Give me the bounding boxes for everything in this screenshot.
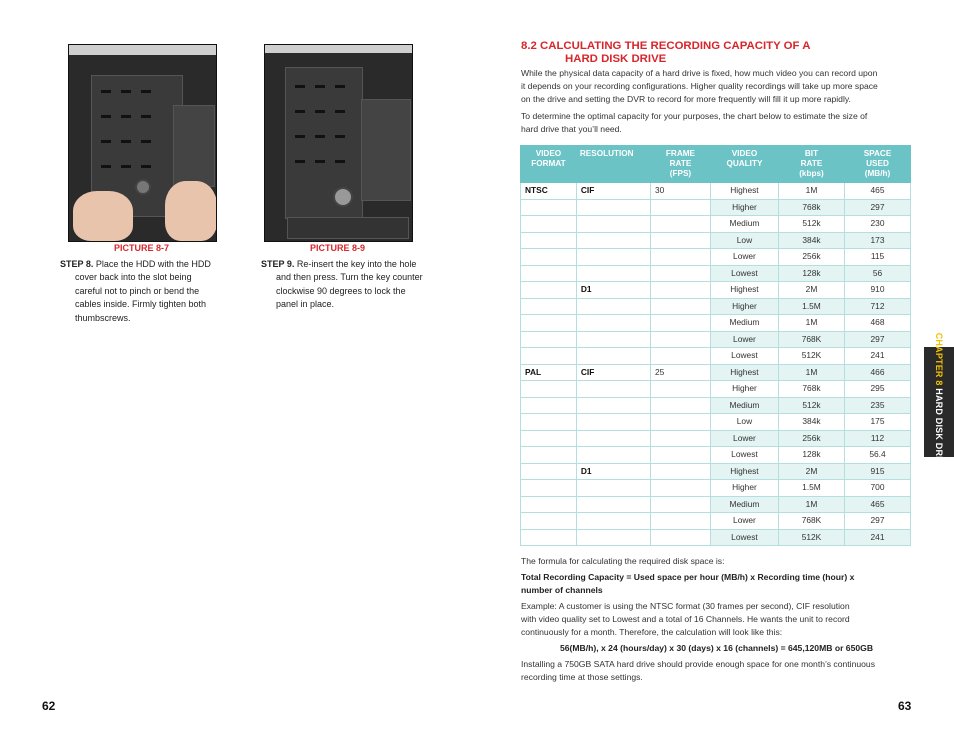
section-heading [521,40,810,66]
text-line: number of channels [521,585,603,595]
table-cell: 297 [844,199,910,216]
table-row [521,480,911,497]
page-number-left: 62 [42,699,56,713]
table-cell: 1M [778,183,844,200]
table-cell: 1M [778,496,844,513]
table-cell: 115 [844,249,910,266]
page-number-right: 63 [898,699,912,713]
table-cell: 468 [844,315,910,332]
table-cell: Highest [710,183,778,200]
table-cell: 128k [778,447,844,464]
intro-paragraph [521,67,913,106]
table-row [521,183,911,200]
text-line: Total Recording Capacity = Used space per hour (MB/h) x Recording time (hour) x [521,572,855,582]
example-paragraph [521,600,913,639]
table-cell [651,496,711,513]
table-cell: Highest [710,463,778,480]
table-cell: CIF [576,364,650,381]
table-cell: 175 [844,414,910,431]
table-cell [521,414,577,431]
text-line: recording time at those settings. [521,672,643,682]
table-cell: 256k [778,249,844,266]
table-cell: Medium [710,315,778,332]
step-line: panel in place. [276,299,335,310]
table-cell: 466 [844,364,910,381]
text-line: it depends on your recording configurations. Higher quality recordings will take up more space [521,81,878,91]
table-cell [521,447,577,464]
table-cell: CIF [576,183,650,200]
table-cell [651,232,711,249]
table-header-row [521,146,911,183]
col-header: SPACE USED (MB/h) [844,146,910,183]
table-cell [521,232,577,249]
table-cell: Medium [710,216,778,233]
table-cell [651,397,711,414]
table-cell [521,282,577,299]
table-row [521,414,911,431]
table-cell [651,216,711,233]
table-cell [521,348,577,365]
step-line: and then press. Turn the key counter [276,272,423,283]
table-cell: 512K [778,529,844,546]
table-row [521,232,911,249]
heading-line: 8.2 CALCULATING THE RECORDING CAPACITY OF A [521,40,811,52]
step-label: STEP 9. [261,259,295,269]
table-cell [651,249,711,266]
table-cell: Higher [710,298,778,315]
table-row [521,463,911,480]
text-line: Installing a 750GB SATA hard drive should provide enough space for one month’s continuous [521,659,875,669]
step-line: cables inside. Firmly tighten both [75,299,207,310]
table-cell [576,496,650,513]
table-cell [576,480,650,497]
table-row [521,430,911,447]
text-line: Example: A customer is using the NTSC format (30 frames per second), CIF resolution [521,601,850,611]
table-cell: NTSC [521,183,577,200]
table-cell [576,216,650,233]
step-line: cover back into the slot being [75,272,192,283]
table-cell [651,381,711,398]
table-cell: Lower [710,430,778,447]
chapter-title: HARD DISK DRIVE [934,388,944,472]
col-header: RESOLUTION [576,146,650,183]
table-cell: 241 [844,348,910,365]
table-cell [521,315,577,332]
table-cell [576,513,650,530]
conclusion-paragraph [521,658,913,684]
step-line: thumbscrews. [75,312,131,323]
table-row [521,529,911,546]
table-cell [651,513,711,530]
table-cell: Lower [710,249,778,266]
table-cell: 2M [778,463,844,480]
table-cell [521,265,577,282]
text-line: on the drive and setting the DVR to record for more frequently will fill it up more rapidly. [521,94,851,104]
calculation: 56(MB/h), x 24 (hours/day) x 30 (days) x 16 (channels) = 645,120MB or 650GB [559,643,874,653]
table-cell: Higher [710,199,778,216]
determine-paragraph [521,110,913,136]
table-cell: 56 [844,265,910,282]
formula [521,571,913,597]
table-row [521,298,911,315]
table-row [521,397,911,414]
formula-intro: The formula for calculating the required disk space is: [521,556,725,566]
table-row [521,381,911,398]
table-cell [521,331,577,348]
text-line: continuously for a month. Therefore, the calculation will look like this: [521,627,783,637]
table-cell [521,430,577,447]
key-lock-photo [264,44,413,242]
table-cell: 256k [778,430,844,447]
heading-line: HARD DISK DRIVE [565,53,667,65]
col-header: VIDEO FORMAT [521,146,577,183]
text-line: hard drive that you’ll need. [521,124,622,134]
table-cell [651,480,711,497]
table-cell: Highest [710,282,778,299]
table-cell [521,216,577,233]
table-cell [651,282,711,299]
capacity-table [520,145,911,546]
table-row [521,282,911,299]
table-cell [521,513,577,530]
table-cell [651,463,711,480]
table-cell: 2M [778,282,844,299]
table-cell [576,430,650,447]
table-cell [576,414,650,431]
table-cell: 112 [844,430,910,447]
table-cell [576,315,650,332]
table-cell [576,348,650,365]
table-row [521,496,911,513]
table-cell: PAL [521,364,577,381]
step-9-text [261,258,441,312]
table-row [521,216,911,233]
table-cell: 1M [778,315,844,332]
table-cell [576,199,650,216]
table-cell: 512K [778,348,844,365]
table-cell: Lowest [710,529,778,546]
table-cell: D1 [576,463,650,480]
table-cell [576,232,650,249]
table-cell: 30 [651,183,711,200]
table-cell: 910 [844,282,910,299]
table-row [521,249,911,266]
table-cell: 465 [844,183,910,200]
chapter-number: CHAPTER 8 [934,332,944,386]
table-cell: 56.4 [844,447,910,464]
table-cell: Higher [710,381,778,398]
table-cell [521,397,577,414]
table-cell: 1M [778,364,844,381]
table-cell: D1 [576,282,650,299]
table-row [521,199,911,216]
table-cell [576,397,650,414]
chapter-tab-label [934,333,944,472]
table-cell: 235 [844,397,910,414]
table-cell [521,249,577,266]
table-cell: 295 [844,381,910,398]
table-cell: Lower [710,331,778,348]
step-line: Re-insert the key into the hole [296,259,417,269]
table-row [521,513,911,530]
col-header: VIDEO QUALITY [710,146,778,183]
table-cell: 700 [844,480,910,497]
table-cell: 230 [844,216,910,233]
table-cell [576,447,650,464]
table-cell: 1.5M [778,480,844,497]
table-cell: 768K [778,331,844,348]
table-cell: 465 [844,496,910,513]
step-label: STEP 8. [60,259,94,269]
table-row [521,364,911,381]
col-header: FRAME RATE (FPS) [651,146,711,183]
table-cell: Low [710,232,778,249]
table-cell [576,249,650,266]
table-cell [521,480,577,497]
hdd-install-photo [68,44,217,242]
table-cell: 297 [844,331,910,348]
table-cell: 1.5M [778,298,844,315]
table-cell: Lowest [710,265,778,282]
table-cell [576,265,650,282]
text-line: While the physical data capacity of a hard drive is fixed, how much video you can record upon [521,68,878,78]
figure-caption: PICTURE 8-9 [309,243,365,253]
table-cell [576,381,650,398]
text-line: with video quality set to Lowest and a total of 16 Channels. He wants the unit to record [521,614,850,624]
table-cell [576,298,650,315]
table-cell: 915 [844,463,910,480]
table-cell [651,348,711,365]
table-cell [651,265,711,282]
table-cell: Lower [710,513,778,530]
table-cell: 241 [844,529,910,546]
table-cell [521,463,577,480]
table-cell [521,298,577,315]
table-cell: Low [710,414,778,431]
table-cell: 384k [778,414,844,431]
table-cell: Lowest [710,447,778,464]
table-cell [521,381,577,398]
figure-caption: PICTURE 8-7 [113,243,169,253]
table-cell: Lowest [710,348,778,365]
text-line: To determine the optimal capacity for your purposes, the chart below to estimate the size of [521,111,868,121]
table-cell: Higher [710,480,778,497]
table-cell [576,331,650,348]
table-row [521,265,911,282]
table-cell [651,430,711,447]
table-cell: 768K [778,513,844,530]
table-cell: 512k [778,216,844,233]
step-line: clockwise 90 degrees to lock the [276,285,406,296]
table-cell [651,199,711,216]
table-cell [521,496,577,513]
table-cell: 25 [651,364,711,381]
table-cell: 712 [844,298,910,315]
table-cell: 768k [778,381,844,398]
table-cell [651,414,711,431]
table-cell [651,447,711,464]
table-cell: 768k [778,199,844,216]
table-cell: Medium [710,397,778,414]
table-cell [651,331,711,348]
table-cell [651,315,711,332]
table-cell: 297 [844,513,910,530]
step-line: Place the HDD with the HDD [95,259,211,269]
table-row [521,348,911,365]
table-cell: 173 [844,232,910,249]
table-row [521,447,911,464]
table-cell [521,199,577,216]
table-cell: 512k [778,397,844,414]
step-8-text [60,258,230,325]
table-cell: 128k [778,265,844,282]
table-cell: Highest [710,364,778,381]
table-cell [651,298,711,315]
table-cell: 384k [778,232,844,249]
step-line: careful not to pinch or bend the [75,285,200,296]
table-cell [651,529,711,546]
table-cell [521,529,577,546]
table-row [521,331,911,348]
table-cell: Medium [710,496,778,513]
table-row [521,315,911,332]
col-header: BIT RATE (kbps) [778,146,844,183]
table-cell [576,529,650,546]
